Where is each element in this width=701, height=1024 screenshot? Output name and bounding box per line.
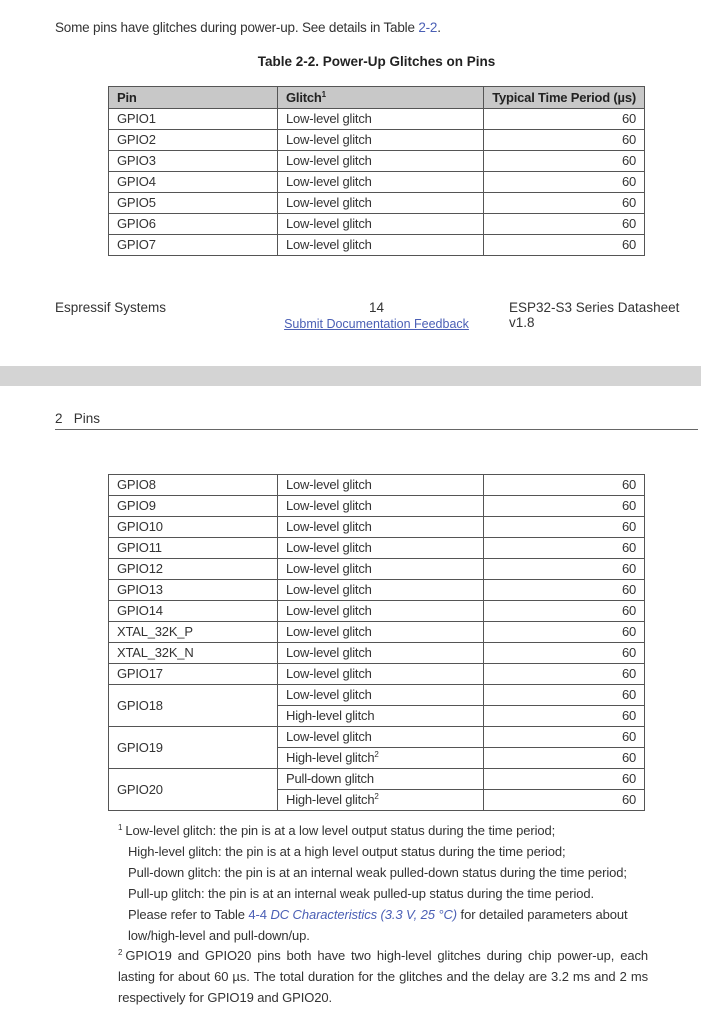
period-cell: 60 bbox=[484, 151, 645, 172]
table-row bbox=[109, 643, 645, 664]
table-caption: Table 2-2. Power-Up Glitches on Pins bbox=[257, 54, 496, 69]
footer-company: Espressif Systems bbox=[55, 300, 167, 315]
period-cell: 60 bbox=[484, 214, 645, 235]
table-row bbox=[109, 769, 645, 790]
table-ref-link[interactable]: 2-2 bbox=[418, 20, 438, 35]
glitch-cell: Low-level glitch bbox=[278, 235, 484, 256]
intro-text: Some pins have glitches during power-up. See details in Table bbox=[55, 20, 419, 35]
pin-cell: GPIO4 bbox=[109, 172, 278, 193]
glitch-cell: Low-level glitch bbox=[278, 664, 484, 685]
period-cell: 60 bbox=[484, 790, 645, 811]
dc-characteristics-link[interactable]: DC Characteristics (3.3 V, 25 °C) bbox=[270, 907, 458, 922]
period-cell: 60 bbox=[484, 706, 645, 727]
glitch-cell: Low-level glitch bbox=[278, 130, 484, 151]
glitch-cell: Low-level glitch bbox=[278, 214, 484, 235]
footnote-1-ref bbox=[118, 904, 648, 946]
footer-page-number: 14 bbox=[368, 300, 385, 315]
header-pin: Pin bbox=[109, 87, 278, 109]
period-cell: 60 bbox=[484, 559, 645, 580]
pin-cell: GPIO1 bbox=[109, 109, 278, 130]
glitch-cell: High-level glitch$^2$ bbox=[278, 790, 484, 811]
page-separator bbox=[0, 366, 701, 386]
glitch-cell: Low-level glitch bbox=[278, 538, 484, 559]
glitch-cell: High-level glitch$^2$ bbox=[278, 748, 484, 769]
footnote-1 bbox=[118, 820, 648, 946]
period-cell: 60 bbox=[484, 517, 645, 538]
glitch-table-part1 bbox=[108, 86, 645, 256]
footnote-mark: 2 bbox=[374, 792, 379, 801]
period-cell: 60 bbox=[484, 235, 645, 256]
feedback-link[interactable]: Submit Documentation Feedback bbox=[284, 317, 469, 331]
glitch-cell: Low-level glitch bbox=[278, 151, 484, 172]
intro-paragraph bbox=[55, 20, 441, 35]
table-row bbox=[109, 580, 645, 601]
pin-cell: XTAL_32K_N bbox=[109, 643, 278, 664]
glitch-table-part2 bbox=[108, 474, 645, 811]
pin-cell: GPIO5 bbox=[109, 193, 278, 214]
table-row bbox=[109, 496, 645, 517]
period-cell: 60 bbox=[484, 193, 645, 214]
table-4-4-link[interactable]: 4-4 bbox=[248, 907, 267, 922]
period-cell: 60 bbox=[484, 622, 645, 643]
table-row bbox=[109, 538, 645, 559]
pin-cell: GPIO18 bbox=[109, 685, 278, 727]
footnote-1-mark: 1 bbox=[118, 823, 123, 832]
intro-end: . bbox=[437, 20, 441, 35]
period-cell: 60 bbox=[484, 580, 645, 601]
footnote-1-line: Pull-up glitch: the pin is at an internal weak pulled-up status during the time period. bbox=[128, 886, 595, 901]
table-row bbox=[109, 601, 645, 622]
pin-cell: GPIO13 bbox=[109, 580, 278, 601]
footer-doc-title: ESP32-S3 Series Datasheet v1.8 bbox=[509, 300, 680, 330]
period-cell: 60 bbox=[484, 769, 645, 790]
pin-cell: GPIO11 bbox=[109, 538, 278, 559]
glitch-cell: Low-level glitch bbox=[278, 193, 484, 214]
glitch-cell: Low-level glitch bbox=[278, 559, 484, 580]
glitch-cell: Low-level glitch bbox=[278, 643, 484, 664]
period-cell: 60 bbox=[484, 643, 645, 664]
table-row bbox=[109, 109, 645, 130]
glitch-cell: Low-level glitch bbox=[278, 517, 484, 538]
table-row bbox=[109, 727, 645, 748]
pin-cell: GPIO6 bbox=[109, 214, 278, 235]
glitch-cell: Low-level glitch bbox=[278, 475, 484, 496]
footnote-1-line: Low-level glitch: the pin is at a low level output status during the time period; bbox=[125, 823, 556, 838]
period-cell: 60 bbox=[484, 601, 645, 622]
feedback-link-wrap bbox=[0, 317, 701, 331]
header-period: Typical Time Period (µs) bbox=[484, 87, 645, 109]
ref-post: for detailed parameters about low/high-level and pull-down/up. bbox=[128, 907, 628, 943]
pin-cell: GPIO8 bbox=[109, 475, 278, 496]
period-cell: 60 bbox=[484, 475, 645, 496]
table-row bbox=[109, 664, 645, 685]
pin-cell: GPIO2 bbox=[109, 130, 278, 151]
glitch-cell: Low-level glitch bbox=[278, 496, 484, 517]
period-cell: 60 bbox=[484, 685, 645, 706]
footnote-mark: 1 bbox=[321, 89, 326, 99]
footnote-2 bbox=[118, 945, 648, 1008]
pin-cell: GPIO12 bbox=[109, 559, 278, 580]
footnote-1-line: Pull-down glitch: the pin is at an internal weak pulled-down status during the time period; bbox=[128, 865, 627, 880]
glitch-cell: Low-level glitch bbox=[278, 172, 484, 193]
pin-cell: GPIO9 bbox=[109, 496, 278, 517]
period-cell: 60 bbox=[484, 109, 645, 130]
pin-cell: GPIO7 bbox=[109, 235, 278, 256]
table-row bbox=[109, 475, 645, 496]
pin-cell: GPIO20 bbox=[109, 769, 278, 811]
table-header-row bbox=[109, 87, 645, 109]
section-header-rule bbox=[55, 429, 698, 430]
table-row bbox=[109, 193, 645, 214]
pin-cell: GPIO3 bbox=[109, 151, 278, 172]
table-row bbox=[109, 559, 645, 580]
section-header: 2 Pins bbox=[55, 411, 101, 426]
glitch-cell: Low-level glitch bbox=[278, 622, 484, 643]
period-cell: 60 bbox=[484, 538, 645, 559]
glitch-cell: Low-level glitch bbox=[278, 601, 484, 622]
pin-cell: GPIO14 bbox=[109, 601, 278, 622]
pin-cell: GPIO19 bbox=[109, 727, 278, 769]
period-cell: 60 bbox=[484, 727, 645, 748]
header-glitch-label: Glitch bbox=[286, 89, 322, 105]
footnote-2-text: GPIO19 and GPIO20 pins both have two high-level glitches during chip power-up, each lasting for about 60 µs. The total duration for the glitches and the delay are 3.2 ms and 2 ms respectively for GPIO19 and GPIO20. bbox=[118, 948, 648, 1005]
glitch-cell: Low-level glitch bbox=[278, 580, 484, 601]
pin-cell: GPIO10 bbox=[109, 517, 278, 538]
table-row bbox=[109, 622, 645, 643]
period-cell: 60 bbox=[484, 748, 645, 769]
table-row bbox=[109, 214, 645, 235]
glitch-cell: Low-level glitch bbox=[278, 109, 484, 130]
period-cell: 60 bbox=[484, 130, 645, 151]
glitch-cell: Pull-down glitch bbox=[278, 769, 484, 790]
period-cell: 60 bbox=[484, 172, 645, 193]
pin-cell: GPIO17 bbox=[109, 664, 278, 685]
table-row bbox=[109, 685, 645, 706]
table-row bbox=[109, 517, 645, 538]
table-row bbox=[109, 172, 645, 193]
table-row bbox=[109, 130, 645, 151]
footnote-2-mark: 2 bbox=[118, 948, 123, 957]
glitch-cell: Low-level glitch bbox=[278, 685, 484, 706]
table-row bbox=[109, 235, 645, 256]
ref-pre: Please refer to Table bbox=[128, 907, 249, 922]
footnote-1-line: High-level glitch: the pin is at a high level output status during the time period; bbox=[128, 844, 566, 859]
table-row bbox=[109, 151, 645, 172]
glitch-cell: Low-level glitch bbox=[278, 727, 484, 748]
glitch-cell: High-level glitch bbox=[278, 706, 484, 727]
period-cell: 60 bbox=[484, 664, 645, 685]
header-glitch bbox=[278, 87, 484, 109]
pin-cell: XTAL_32K_P bbox=[109, 622, 278, 643]
period-cell: 60 bbox=[484, 496, 645, 517]
footnote-mark: 2 bbox=[374, 750, 379, 759]
